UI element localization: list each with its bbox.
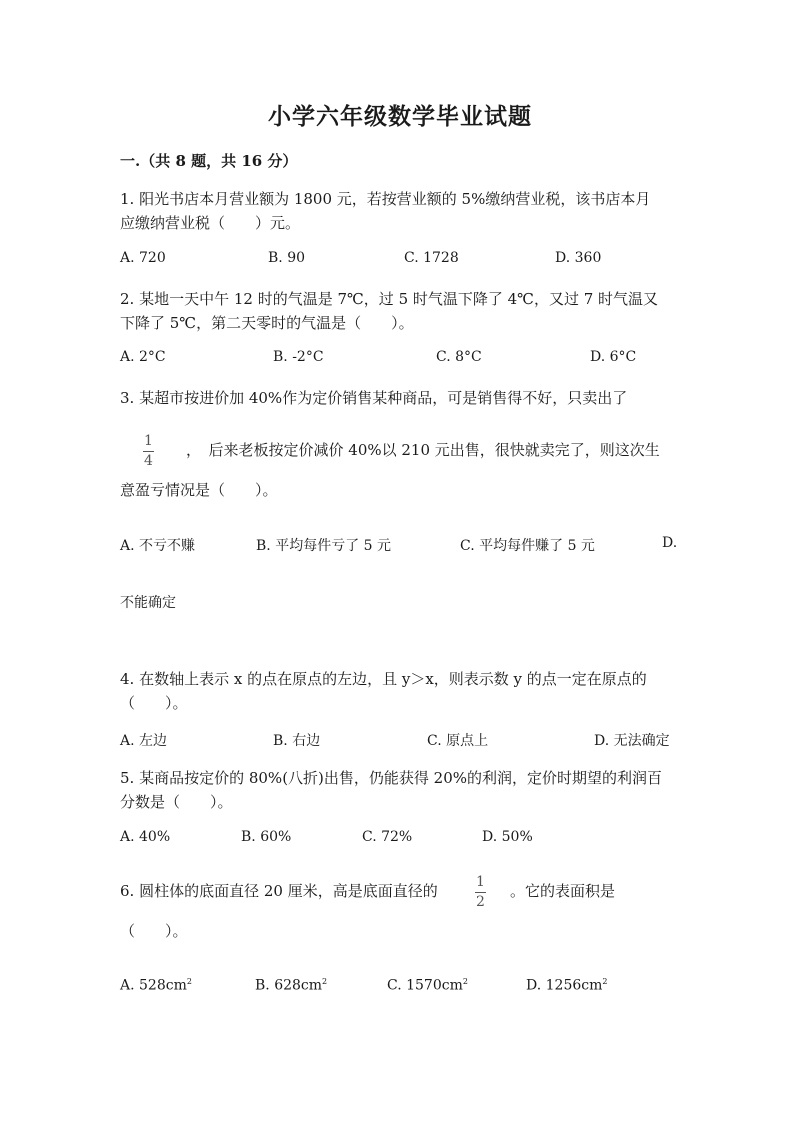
question-3-line-2: ， 后来老板按定价减价 40%以 210 元出售，很快就卖完了，则这次生 [186,441,660,459]
question-1-option-d: D. 360 [555,250,602,266]
page-title: 小学六年级数学毕业试题 [268,103,532,130]
question-6-option-c-text: C. 1570cm [387,977,463,994]
question-6-option-a [120,977,192,994]
fraction-numerator: 1 [476,874,485,890]
unit-superscript: 2 [462,977,468,986]
question-5-option-d: D. 50% [482,829,533,845]
question-2-option-b: B. -2°C [273,349,324,365]
question-4-line-2: （ ）。 [120,694,188,712]
question-1-line-1: 1. 阳光书店本月营业额为 1800 元，若按营业额的 5%缴纳营业税，该书店本月 [120,190,651,208]
question-6-line-1: 6. 圆柱体的底面直径 20 厘米，高是底面直径的 [120,882,438,900]
question-1-option-a: A. 720 [120,250,166,266]
question-4-option-c: C. 原点上 [427,733,489,749]
question-1-option-b: B. 90 [268,250,306,266]
fraction-denominator: 4 [144,453,153,469]
question-2-option-d: D. 6°C [590,349,637,365]
question-1-line-2: 应缴纳营业税（ ）元。 [120,214,301,232]
question-4-option-b: B. 右边 [273,733,321,749]
question-3-option-d-text: 不能确定 [120,595,176,611]
question-5-option-c: C. 72% [362,829,413,845]
unit-superscript: 2 [602,977,608,986]
question-2-option-a: A. 2°C [120,349,166,365]
question-6-line-2: （ ）。 [120,922,188,940]
fraction-denominator: 2 [476,894,485,910]
unit-superscript: 2 [322,977,328,986]
question-6-option-c [387,977,468,994]
section-heading: 一.（共 8 题，共 16 分） [120,152,298,170]
question-3-line-3: 意盈亏情况是（ ）。 [120,481,278,499]
question-3-line-1: 3. 某超市按进价加 40%作为定价销售某种商品，可是销售得不好，只卖出了 [120,389,628,407]
unit-superscript: 2 [186,977,192,986]
question-6-option-d [526,977,607,994]
fraction-one-quarter [143,434,154,469]
fraction-numerator: 1 [144,433,153,449]
question-6-option-a-text: A. 528cm [120,977,187,994]
question-6-option-b-text: B. 628cm [255,977,323,994]
fraction-bar [475,892,486,893]
fraction-bar [143,451,154,452]
question-6-option-b [255,977,327,994]
question-6-option-d-text: D. 1256cm [526,977,603,994]
question-1-option-c: C. 1728 [404,250,459,266]
question-5-line-2: 分数是（ ）。 [120,793,233,811]
question-3-option-a: A. 不亏不赚 [120,538,196,554]
question-2-line-2: 下降了 5℃，第二天零时的气温是（ ）。 [120,314,414,332]
question-4-option-a: A. 左边 [120,733,168,749]
question-6-line-1-tail: 。它的表面积是 [510,882,616,900]
question-2-line-1: 2. 某地一天中午 12 时的气温是 7℃，过 5 时气温下降了 4℃，又过 7 时气温又 [120,290,659,308]
question-3-option-c: C. 平均每件赚了 5 元 [460,538,595,554]
fraction-one-half [475,875,486,910]
question-5-line-1: 5. 某商品按定价的 80%(八折)出售，仍能获得 20%的利润，定价时期望的利润百 [120,769,663,787]
question-3-option-b: B. 平均每件亏了 5 元 [256,538,391,554]
question-5-option-b: B. 60% [241,829,292,845]
question-5-option-a: A. 40% [120,829,171,845]
question-4-option-d: D. 无法确定 [594,733,670,749]
question-4-line-1: 4. 在数轴上表示 x 的点在原点的左边，且 y＞x，则表示数 y 的点一定在原点的 [120,670,647,688]
question-3-option-d: D. [662,535,678,551]
question-2-option-c: C. 8°C [436,349,482,365]
